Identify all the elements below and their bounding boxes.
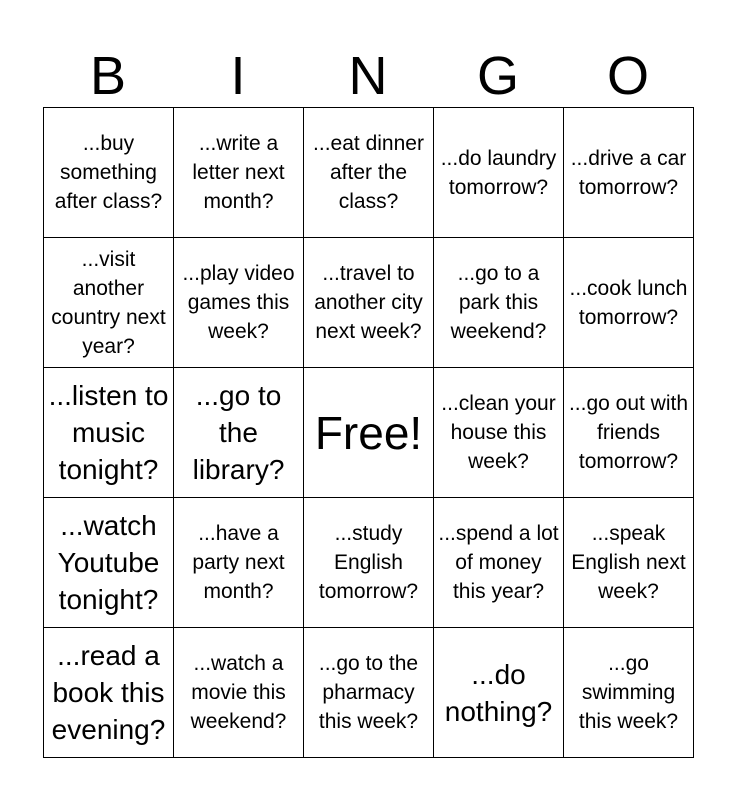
bingo-row <box>44 368 694 498</box>
bingo-cell[interactable]: ...do nothing? <box>434 628 564 758</box>
bingo-cell[interactable]: ...clean your house this week? <box>434 368 564 498</box>
bingo-cell[interactable]: ...play video games this week? <box>174 238 304 368</box>
header-letter-n: N <box>348 46 388 106</box>
bingo-cell[interactable]: ...eat dinner after the class? <box>304 108 434 238</box>
bingo-cell[interactable]: ...have a party next month? <box>174 498 304 628</box>
header-letter-i: I <box>230 46 246 106</box>
bingo-cell[interactable]: ...listen to music tonight? <box>44 368 174 498</box>
bingo-cell[interactable]: ...do laundry tomorrow? <box>434 108 564 238</box>
bingo-cell[interactable]: ...watch a movie this weekend? <box>174 628 304 758</box>
bingo-cell[interactable]: ...go out with friends tomorrow? <box>564 368 694 498</box>
bingo-cell[interactable]: ...go to a park this weekend? <box>434 238 564 368</box>
bingo-cell[interactable]: ...go to the library? <box>174 368 304 498</box>
bingo-cell[interactable]: ...watch Youtube tonight? <box>44 498 174 628</box>
header-letter-g: G <box>476 46 519 106</box>
bingo-cell[interactable]: ...buy something after class? <box>44 108 174 238</box>
bingo-row <box>44 628 694 758</box>
bingo-row <box>44 238 694 368</box>
bingo-cell[interactable]: ...visit another country next year? <box>44 238 174 368</box>
free-space-cell[interactable]: Free! <box>304 368 434 498</box>
bingo-cell[interactable]: ...read a book this evening? <box>44 628 174 758</box>
bingo-header <box>43 44 693 108</box>
bingo-cell[interactable]: ...cook lunch tomorrow? <box>564 238 694 368</box>
bingo-cell[interactable]: ...spend a lot of money this year? <box>434 498 564 628</box>
header-letter-o: O <box>606 46 649 106</box>
bingo-cell[interactable]: ...go swimming this week? <box>564 628 694 758</box>
bingo-cell[interactable]: ...speak English next week? <box>564 498 694 628</box>
bingo-row <box>44 108 694 238</box>
bingo-cell[interactable]: ...study English tomorrow? <box>304 498 434 628</box>
bingo-cell[interactable]: ...go to the pharmacy this week? <box>304 628 434 758</box>
bingo-cell[interactable]: ...drive a car tomorrow? <box>564 108 694 238</box>
bingo-cell[interactable]: ...travel to another city next week? <box>304 238 434 368</box>
bingo-cell[interactable]: ...write a letter next month? <box>174 108 304 238</box>
header-letter-b: B <box>89 46 127 106</box>
bingo-board <box>43 107 694 758</box>
bingo-row <box>44 498 694 628</box>
